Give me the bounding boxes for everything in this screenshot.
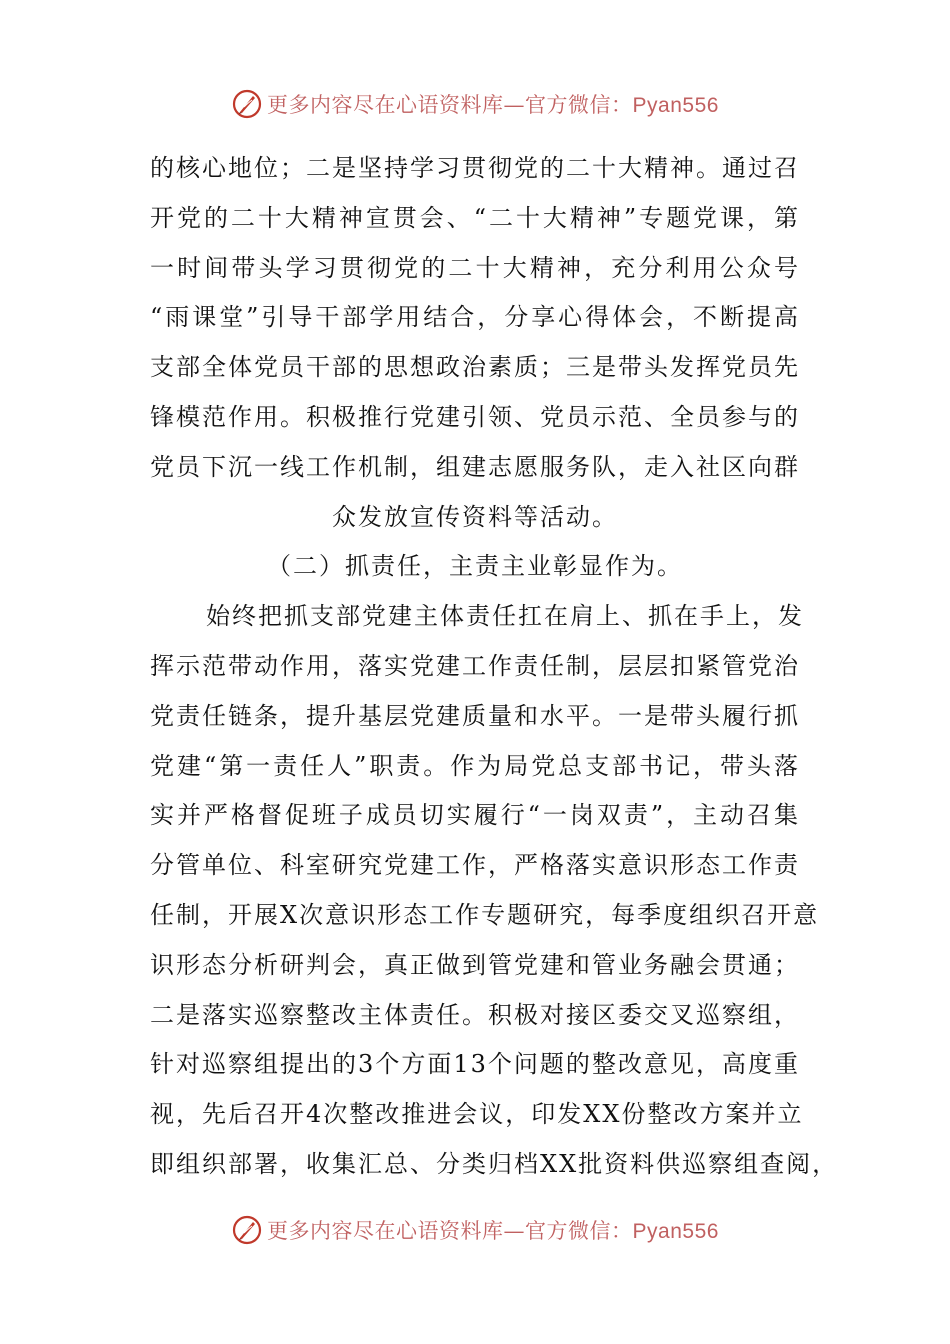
body-line: “雨课堂”引导干部学用结合，分享心得体会，不断提高	[150, 303, 800, 332]
quill-logo-icon	[231, 88, 263, 120]
body-line: 开党的二十大精神宣贯会、“二十大精神”专题党课，第	[150, 203, 800, 232]
header-banner-label: 更多内容尽在心语资料库—官方微信：	[267, 93, 633, 117]
body-line: 党责任链条，提升基层党建质量和水平。一是带头履行抓	[150, 701, 800, 730]
section-heading: （二）抓责任，主责主业彰显作为。	[267, 552, 683, 581]
header-banner-text	[267, 89, 719, 119]
footer-banner	[0, 1210, 950, 1250]
body-line: 众发放宣传资料等活动。	[332, 502, 618, 531]
body-line: 党员下沉一线工作机制，组建志愿服务队，走入社区向群	[150, 452, 800, 481]
body-line: 识形态分析研判会，真正做到管党建和管业务融会贯通；	[150, 950, 800, 979]
body-line: 分管单位、科室研究党建工作，严格落实意识形态工作责	[150, 851, 800, 880]
footer-banner-label: 更多内容尽在心语资料库—官方微信：	[267, 1219, 633, 1243]
body-line: 任制，开展X次意识形态工作专题研究，每季度组织召开意	[150, 900, 820, 929]
body-line: 始终把抓支部党建主体责任扛在肩上、抓在手上，发	[206, 602, 804, 631]
body-line: 的核心地位；二是坚持学习贯彻党的二十大精神。通过召	[150, 154, 800, 182]
footer-banner-id: Pyan556	[632, 1220, 719, 1243]
body-line: 实并严格督促班子成员切实履行“一岗双责”，主动召集	[150, 801, 800, 830]
body-line: 二是落实巡察整改主体责任。积极对接区委交叉巡察组，	[150, 1000, 800, 1029]
header-banner	[0, 84, 950, 124]
body-line: 支部全体党员干部的思想政治素质；三是带头发挥党员先	[150, 353, 800, 382]
body-line: 视，先后召开4次整改推进会议，印发XX份整改方案并立	[150, 1100, 804, 1129]
body-line: 党建“第一责任人”职责。作为局党总支部书记，带头落	[150, 751, 800, 780]
body-line: 一时间带头学习贯彻党的二十大精神，充分利用公众号	[150, 253, 800, 282]
body-line: 即组织部署，收集汇总、分类归档XX批资料供巡察组查阅，	[150, 1149, 839, 1178]
document-body	[150, 144, 839, 1190]
body-line: 锋模范作用。积极推行党建引领、党员示范、全员参与的	[150, 402, 800, 431]
body-line: 针对巡察组提出的3个方面13个问题的整改意见，高度重	[150, 1050, 800, 1079]
body-line: 挥示范带动作用，落实党建工作责任制，层层扣紧管党治	[150, 651, 800, 680]
header-banner-id: Pyan556	[632, 94, 719, 117]
footer-banner-text	[267, 1215, 719, 1245]
quill-logo-icon	[231, 1214, 263, 1246]
